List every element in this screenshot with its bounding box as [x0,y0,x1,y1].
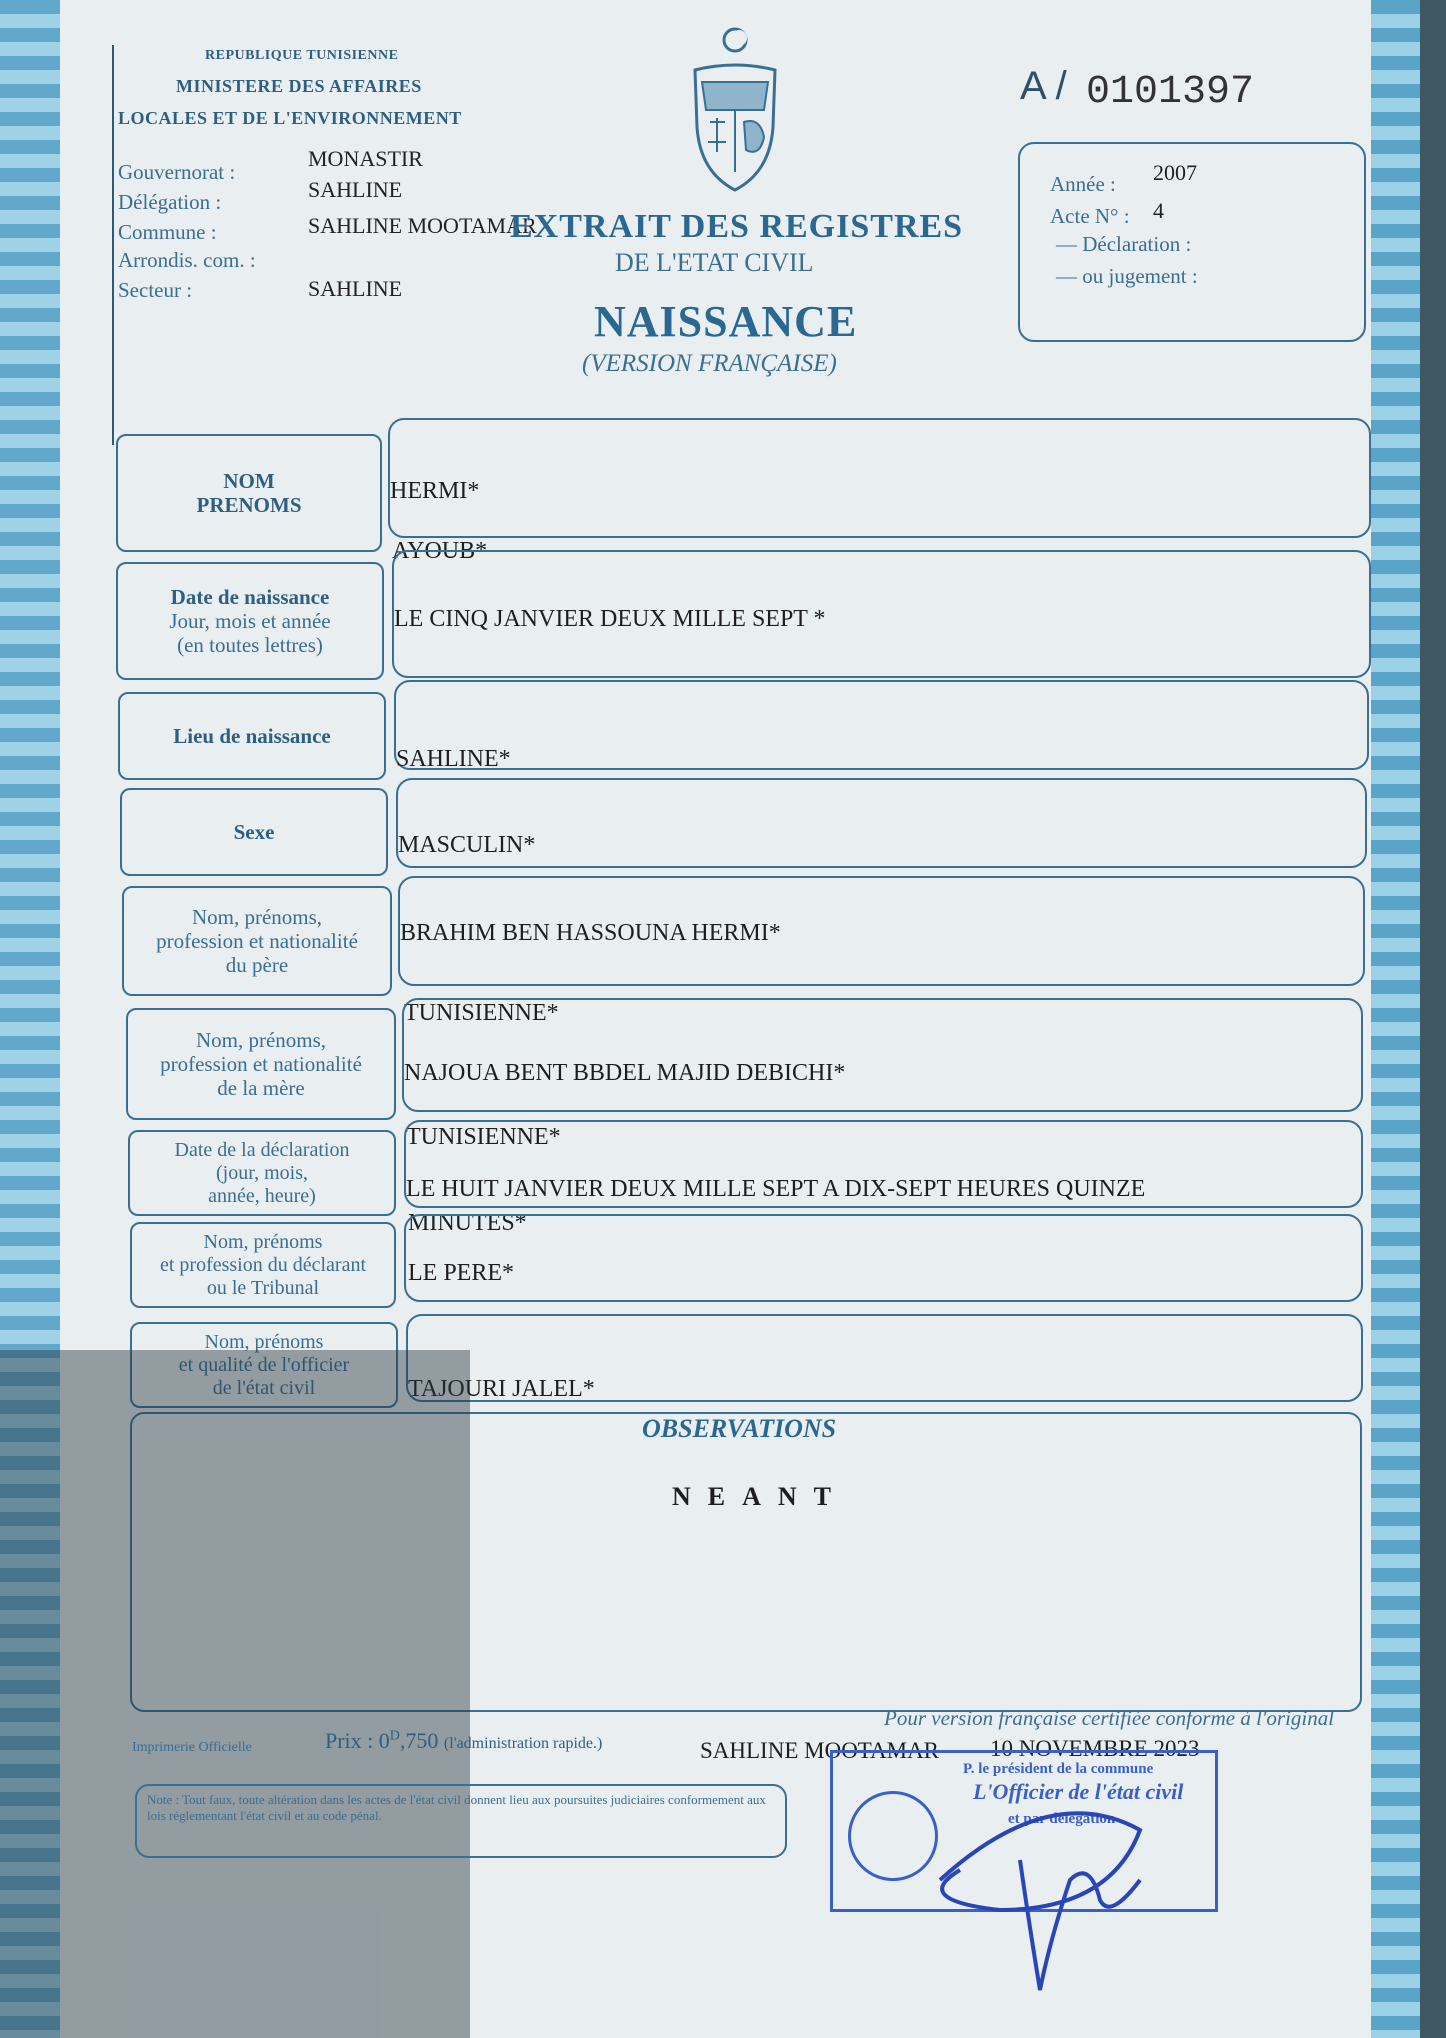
stamp-line-delegation: et par délégation [1008,1811,1116,1827]
document-title: EXTRAIT DES REGISTRES [510,208,964,245]
mere-nationalite-value: TUNISIENNE* [406,1124,561,1150]
gouvernorat-label: Gouvernorat : [118,160,236,184]
declarant-label [130,1222,396,1308]
ministry-heading-line1: MINISTERE DES AFFAIRES [176,76,422,96]
delegation-label: Délégation : [118,190,222,214]
nom-prenoms-field [388,418,1371,538]
pere-value: BRAHIM BEN HASSOUNA HERMI* [400,920,781,946]
mere-label-line1: Nom, prénoms, [195,1027,327,1052]
declarant-label-line1: Nom, prénoms [203,1230,323,1253]
declaration-value-line1: LE HUIT JANVIER DEUX MILLE SEPT A DIX-SEPT HEURES QUINZE [406,1176,1146,1202]
declaration-label-line1: Date de la déclaration [174,1138,350,1161]
officier-label-line2: et qualité de l'officier [178,1353,350,1376]
imprimerie-label: Imprimerie Officielle [132,1740,252,1755]
date-naissance-label [116,562,384,680]
acte-number-value: 4 [1153,198,1164,223]
stamp-line-president: P. le président de la commune [963,1761,1154,1777]
nom-label: NOM [223,468,275,493]
date-label-line1: Date de naissance [170,584,330,609]
serial-number: 0101397 [1086,70,1255,115]
prenom-value: AYOUB* [392,538,488,564]
declaration-label-line2: (jour, mois, [216,1161,308,1184]
date-naissance-value: LE CINQ JANVIER DEUX MILLE SEPT * [394,606,826,632]
gouvernorat-value: MONASTIR [308,146,423,171]
sexe-label: Sexe [120,788,388,876]
declaration-label: — Déclaration : [1056,232,1192,256]
photo-shadow [0,1350,470,2038]
arrondissement-label: Arrondis. com. : [118,248,256,272]
date-label-line3: (en toutes lettres) [177,633,323,658]
mere-label-line3: de la mère [217,1076,305,1101]
sexe-field [396,778,1367,868]
decorative-border-right [1371,0,1446,2038]
commune-value: SAHLINE MOOTAMAR [308,213,537,238]
acte-number-label: Acte N° : [1050,204,1130,228]
lieu-naissance-label: Lieu de naissance [118,692,386,780]
declarant-label-line2: et profession du déclarant [159,1253,367,1276]
declarant-label-line3: ou le Tribunal [206,1276,320,1299]
prenoms-label: PRENOMS [196,493,302,517]
date-label-line2: Jour, mois et année [169,608,331,633]
coat-of-arms-icon [680,22,790,197]
version-label: (VERSION FRANÇAISE) [582,350,837,377]
date-declaration-label [128,1130,396,1216]
declarant-value: LE PERE* [408,1260,514,1286]
pere-label [122,886,392,996]
lieu-naissance-value: SAHLINE* [396,746,511,772]
prix-label: Prix : 0 [325,1728,390,1753]
jugement-label: — ou jugement : [1056,264,1198,288]
commune-label: Commune : [118,220,217,244]
prix-value: ,750 [399,1728,439,1753]
nom-prenoms-label [116,434,382,552]
mere-value: NAJOUA BENT BBDEL MAJID DEBICHI* [404,1060,846,1086]
republic-heading: REPUBLIQUE TUNISIENNE [205,48,399,63]
mere-label [126,1008,396,1120]
prix-note: (l'administration rapide.) [443,1735,603,1752]
issue-date: 10 NOVEMBRE 2023 [990,1736,1200,1761]
prix-text [325,1728,602,1754]
signature-icon [900,1760,1200,2020]
declaration-value-line2: MINUTES* [408,1210,527,1236]
legal-note: Note : Tout faux, toute altération dans les actes de l'état civil donnent lieu aux poursuites judiciaires conformement aux lois réglementant l'état civil et au code pénal. [135,1784,787,1858]
secteur-value: SAHLINE [308,276,403,301]
document-type: NAISSANCE [594,297,858,346]
pere-label-line1: Nom, prénoms, [191,904,323,929]
sexe-value: MASCULIN* [398,832,536,858]
printer-side-mark [104,1538,115,1541]
secteur-label: Secteur : [118,278,193,302]
pere-nationalite-value: TUNISIENNE* [404,1000,559,1026]
issue-place: SAHLINE MOOTAMAR [700,1738,940,1763]
pere-label-line2: profession et nationalité [156,928,358,953]
lieu-naissance-field [394,680,1369,770]
prix-currency: D [389,1728,400,1744]
officier-label-line3: de l'état civil [212,1376,316,1399]
stamp-line-officier: L'Officier de l'état civil [973,1779,1184,1804]
annee-label: Année : [1050,172,1116,196]
mere-label-line2: profession et nationalité [160,1051,362,1076]
pere-label-line3: du père [225,953,289,978]
annee-value: 2007 [1153,160,1197,185]
ministry-heading-line2: LOCALES ET DE L'ENVIRONNEMENT [118,108,462,128]
mere-field [402,998,1363,1112]
certification-text: Pour version française certifiée conforme à l'original [884,1706,1335,1730]
observations-value: NEANT [672,1482,849,1511]
officier-label-line1: Nom, prénoms [204,1330,324,1353]
officier-value: TAJOURI JALEL* [408,1376,595,1402]
declaration-label-line3: année, heure) [208,1184,316,1207]
serial-prefix: A / [1020,64,1067,108]
document-subtitle: DE L'ETAT CIVIL [615,248,814,277]
nom-value: HERMI* [390,478,480,504]
header-rule [112,45,114,445]
observations-title: OBSERVATIONS [642,1414,837,1443]
delegation-value: SAHLINE [308,177,403,202]
declarant-field [404,1214,1363,1302]
